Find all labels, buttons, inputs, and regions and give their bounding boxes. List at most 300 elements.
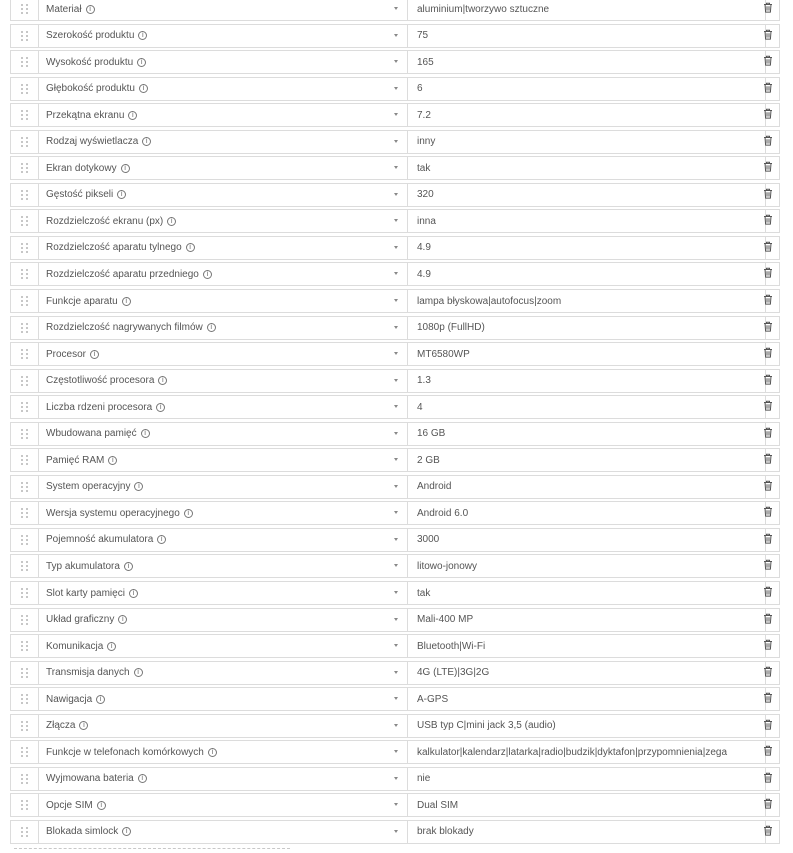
attribute-select[interactable] <box>39 555 408 577</box>
attribute-row <box>10 740 780 764</box>
attribute-label: Rodzaj wyświetlacza <box>46 136 139 148</box>
attribute-row <box>10 422 780 446</box>
caret-down-icon <box>394 166 398 169</box>
caret-down-icon <box>394 219 398 222</box>
attribute-select[interactable] <box>39 157 408 179</box>
info-icon[interactable]: i <box>107 642 116 651</box>
attribute-row <box>10 236 780 260</box>
info-icon[interactable]: i <box>121 164 130 173</box>
caret-down-icon <box>394 432 398 435</box>
attribute-label: Wyjmowana bateria <box>46 773 134 785</box>
attribute-row <box>10 289 780 313</box>
caret-down-icon <box>394 724 398 727</box>
caret-down-icon <box>394 405 398 408</box>
attribute-row <box>10 714 780 738</box>
delete-button[interactable] <box>756 317 779 339</box>
attribute-row <box>10 316 780 340</box>
attribute-select[interactable] <box>39 449 408 471</box>
delete-button[interactable] <box>756 78 779 100</box>
drag-handle-icon[interactable] <box>11 263 39 285</box>
attribute-label: Pamięć RAM <box>46 454 105 466</box>
caret-down-icon <box>394 352 398 355</box>
drag-handle-icon[interactable] <box>11 131 39 153</box>
attribute-value: 6 <box>417 83 423 95</box>
attribute-value: 320 <box>417 189 434 201</box>
attribute-select[interactable] <box>39 423 408 445</box>
delete-button[interactable] <box>756 131 779 153</box>
trash-icon <box>763 531 773 549</box>
attribute-select[interactable] <box>39 529 408 551</box>
delete-button[interactable] <box>756 290 779 312</box>
trash-icon <box>763 159 773 177</box>
attribute-select[interactable] <box>39 237 408 259</box>
delete-button[interactable] <box>756 0 779 20</box>
attribute-label: Złącza <box>46 720 76 732</box>
caret-down-icon <box>394 803 398 806</box>
info-icon[interactable]: i <box>96 695 105 704</box>
trash-icon <box>763 743 773 761</box>
attribute-row <box>10 103 780 127</box>
trash-icon <box>763 345 773 363</box>
attribute-select[interactable] <box>39 263 408 285</box>
drag-handle-icon[interactable] <box>11 317 39 339</box>
attribute-value-field[interactable] <box>408 423 766 445</box>
attribute-value: inny <box>417 136 436 148</box>
attribute-value: 165 <box>417 56 434 68</box>
attribute-value: 4 <box>417 401 423 413</box>
delete-button[interactable] <box>756 609 779 631</box>
trash-icon <box>763 796 773 814</box>
attribute-value: 4.9 <box>417 268 431 280</box>
trash-icon <box>763 584 773 602</box>
attribute-row <box>10 820 780 844</box>
info-icon[interactable]: i <box>79 721 88 730</box>
caret-down-icon <box>394 830 398 833</box>
attribute-label: Rozdzielczość ekranu (px) <box>46 215 164 227</box>
attribute-value-field[interactable] <box>408 396 766 418</box>
attribute-select[interactable] <box>39 0 408 20</box>
attribute-row <box>10 369 780 393</box>
info-icon[interactable]: i <box>97 801 106 810</box>
attribute-label: Procesor <box>46 348 87 360</box>
drag-handle-icon[interactable] <box>11 741 39 763</box>
delete-button[interactable] <box>756 51 779 73</box>
attribute-row <box>10 475 780 499</box>
attribute-row <box>10 767 780 791</box>
caret-down-icon <box>394 193 398 196</box>
drag-handle-icon[interactable] <box>11 609 39 631</box>
attribute-value-field[interactable] <box>408 662 766 684</box>
trash-icon <box>763 212 773 230</box>
attribute-value-field[interactable] <box>408 476 766 498</box>
attribute-row <box>10 634 780 658</box>
attribute-row <box>10 501 780 525</box>
attribute-label: Slot karty pamięci <box>46 587 125 599</box>
delete-button[interactable] <box>756 396 779 418</box>
info-icon[interactable]: i <box>137 58 146 67</box>
info-icon[interactable]: i <box>184 509 193 518</box>
attribute-value-field[interactable] <box>408 768 766 790</box>
delete-button[interactable] <box>756 210 779 232</box>
delete-button[interactable] <box>756 529 779 551</box>
attribute-label: Typ akumulatora <box>46 560 120 572</box>
attribute-label: Gęstość pikseli <box>46 189 114 201</box>
trash-icon <box>763 133 773 151</box>
info-icon[interactable]: i <box>118 615 127 624</box>
drag-handle-icon[interactable] <box>11 237 39 259</box>
attribute-select[interactable] <box>39 25 408 47</box>
info-icon[interactable]: i <box>142 137 151 146</box>
caret-down-icon <box>394 511 398 514</box>
drag-handle-icon[interactable] <box>11 104 39 126</box>
attribute-label: Szerokość produktu <box>46 30 135 42</box>
info-icon[interactable]: i <box>167 217 176 226</box>
trash-icon <box>763 717 773 735</box>
trash-icon <box>763 80 773 98</box>
attribute-select[interactable] <box>39 715 408 737</box>
caret-down-icon <box>394 750 398 753</box>
drag-handle-icon[interactable] <box>11 343 39 365</box>
info-icon[interactable]: i <box>138 774 147 783</box>
trash-icon <box>763 398 773 416</box>
caret-down-icon <box>394 777 398 780</box>
info-icon[interactable]: i <box>117 190 126 199</box>
drag-handle-icon[interactable] <box>11 794 39 816</box>
attribute-row <box>10 183 780 207</box>
info-icon[interactable]: i <box>208 748 217 757</box>
attribute-label: System operacyjny <box>46 481 131 493</box>
attribute-value-field[interactable] <box>408 237 766 259</box>
caret-down-icon <box>394 564 398 567</box>
attribute-value-field[interactable] <box>408 317 766 339</box>
attribute-value: Android <box>417 481 452 493</box>
attribute-label: Opcje SIM <box>46 799 93 811</box>
attribute-row <box>10 687 780 711</box>
attribute-list <box>10 0 780 847</box>
caret-down-icon <box>394 485 398 488</box>
drag-handle-icon[interactable] <box>11 210 39 232</box>
delete-button[interactable] <box>756 25 779 47</box>
drag-handle-icon[interactable] <box>11 157 39 179</box>
drag-handle-icon[interactable] <box>11 662 39 684</box>
delete-button[interactable] <box>756 157 779 179</box>
attribute-label: Blokada simlock <box>46 826 119 838</box>
attribute-select[interactable] <box>39 396 408 418</box>
drag-handle-icon[interactable] <box>11 449 39 471</box>
attribute-select[interactable] <box>39 476 408 498</box>
attribute-row <box>10 661 780 685</box>
info-icon[interactable]: i <box>207 323 216 332</box>
drag-handle-icon[interactable] <box>11 635 39 657</box>
trash-icon <box>763 425 773 443</box>
drag-handle-icon[interactable] <box>11 768 39 790</box>
attribute-row <box>10 77 780 101</box>
attribute-value-field[interactable] <box>408 582 766 604</box>
delete-button[interactable] <box>756 768 779 790</box>
caret-down-icon <box>394 34 398 37</box>
info-icon[interactable]: i <box>158 376 167 385</box>
delete-button[interactable] <box>756 343 779 365</box>
attribute-select[interactable] <box>39 104 408 126</box>
delete-button[interactable] <box>756 688 779 710</box>
caret-down-icon <box>394 299 398 302</box>
trash-icon <box>763 451 773 469</box>
drag-handle-icon[interactable] <box>11 25 39 47</box>
trash-icon <box>763 53 773 71</box>
info-icon[interactable]: i <box>138 31 147 40</box>
info-icon[interactable]: i <box>122 827 131 836</box>
attribute-value-field[interactable] <box>408 715 766 737</box>
info-icon[interactable]: i <box>134 482 143 491</box>
attribute-select[interactable] <box>39 582 408 604</box>
attribute-select[interactable] <box>39 635 408 657</box>
attribute-select[interactable] <box>39 370 408 392</box>
attribute-value-field[interactable] <box>408 290 766 312</box>
attribute-select[interactable] <box>39 609 408 631</box>
delete-button[interactable] <box>756 794 779 816</box>
attribute-select[interactable] <box>39 317 408 339</box>
attribute-row <box>10 342 780 366</box>
delete-button[interactable] <box>756 502 779 524</box>
info-icon[interactable]: i <box>90 350 99 359</box>
attribute-value: tak <box>417 587 431 599</box>
attribute-value-field[interactable] <box>408 343 766 365</box>
attribute-value-field[interactable] <box>408 104 766 126</box>
attribute-label: Głębokość produktu <box>46 83 135 95</box>
trash-icon <box>763 0 773 18</box>
attribute-value: 16 GB <box>417 428 446 440</box>
delete-button[interactable] <box>756 715 779 737</box>
drag-handle-icon[interactable] <box>11 184 39 206</box>
attribute-value-field[interactable] <box>408 449 766 471</box>
attribute-value: A-GPS <box>417 693 449 705</box>
trash-icon <box>763 27 773 45</box>
trash-icon <box>763 611 773 629</box>
drag-handle-icon[interactable] <box>11 290 39 312</box>
attribute-value: 1080p (FullHD) <box>417 322 485 334</box>
caret-down-icon <box>394 60 398 63</box>
attribute-row <box>10 528 780 552</box>
info-icon[interactable]: i <box>129 589 138 598</box>
drag-handle-icon[interactable] <box>11 78 39 100</box>
attribute-label: Nawigacja <box>46 693 93 705</box>
attribute-value: MT6580WP <box>417 348 470 360</box>
drag-handle-icon[interactable] <box>11 51 39 73</box>
drag-handle-icon[interactable] <box>11 529 39 551</box>
info-icon[interactable]: i <box>156 403 165 412</box>
attribute-label: Rozdzielczość nagrywanych filmów <box>46 322 203 334</box>
trash-icon <box>763 186 773 204</box>
attribute-value-field[interactable] <box>408 529 766 551</box>
attribute-value-field[interactable] <box>408 0 766 20</box>
delete-button[interactable] <box>756 662 779 684</box>
attribute-value: Android 6.0 <box>417 507 469 519</box>
drag-handle-icon[interactable] <box>11 476 39 498</box>
attribute-label: Transmisja danych <box>46 667 130 679</box>
add-row-placeholder[interactable] <box>14 848 290 851</box>
delete-button[interactable] <box>756 582 779 604</box>
attribute-label: Ekran dotykowy <box>46 162 117 174</box>
attribute-value-field[interactable] <box>408 502 766 524</box>
attribute-label: Materiał <box>46 3 82 15</box>
delete-button[interactable] <box>756 237 779 259</box>
info-icon[interactable]: i <box>139 84 148 93</box>
delete-button[interactable] <box>756 184 779 206</box>
attribute-select[interactable] <box>39 741 408 763</box>
drag-handle-icon[interactable] <box>11 502 39 524</box>
info-icon[interactable]: i <box>157 535 166 544</box>
attribute-select[interactable] <box>39 662 408 684</box>
info-icon[interactable]: i <box>86 5 95 14</box>
caret-down-icon <box>394 671 398 674</box>
attribute-value-field[interactable] <box>408 184 766 206</box>
attribute-label: Przekątna ekranu <box>46 109 125 121</box>
attribute-label: Wbudowana pamięć <box>46 428 137 440</box>
attribute-select[interactable] <box>39 688 408 710</box>
attribute-value-field[interactable] <box>408 821 766 843</box>
delete-button[interactable] <box>756 104 779 126</box>
attribute-value-field[interactable] <box>408 263 766 285</box>
drag-handle-icon[interactable] <box>11 582 39 604</box>
drag-handle-icon[interactable] <box>11 370 39 392</box>
trash-icon <box>763 664 773 682</box>
attribute-row <box>10 395 780 419</box>
drag-handle-icon[interactable] <box>11 423 39 445</box>
attribute-select[interactable] <box>39 290 408 312</box>
attribute-value-field[interactable] <box>408 741 766 763</box>
attribute-label: Rozdzielczość aparatu tylnego <box>46 242 182 254</box>
attribute-row <box>10 24 780 48</box>
drag-handle-icon[interactable] <box>11 555 39 577</box>
attribute-select[interactable] <box>39 821 408 843</box>
attribute-value: inna <box>417 215 436 227</box>
attribute-value: nie <box>417 773 431 785</box>
info-icon[interactable]: i <box>203 270 212 279</box>
info-icon[interactable]: i <box>108 456 117 465</box>
attribute-select[interactable] <box>39 51 408 73</box>
info-icon[interactable]: i <box>124 562 133 571</box>
info-icon[interactable]: i <box>186 243 195 252</box>
attribute-select[interactable] <box>39 131 408 153</box>
drag-handle-icon[interactable] <box>11 821 39 843</box>
caret-down-icon <box>394 458 398 461</box>
attribute-row <box>10 581 780 605</box>
attribute-value-field[interactable] <box>408 157 766 179</box>
attribute-label: Komunikacja <box>46 640 104 652</box>
attribute-select[interactable] <box>39 768 408 790</box>
attribute-value-field[interactable] <box>408 131 766 153</box>
attribute-value: Mali-400 MP <box>417 614 474 626</box>
attribute-value-field[interactable] <box>408 635 766 657</box>
attribute-value-field[interactable] <box>408 25 766 47</box>
attribute-value: 4.9 <box>417 242 431 254</box>
attribute-label: Pojemność akumulatora <box>46 534 154 546</box>
caret-down-icon <box>394 7 398 10</box>
attribute-value-field[interactable] <box>408 688 766 710</box>
delete-button[interactable] <box>756 370 779 392</box>
attribute-row <box>10 554 780 578</box>
drag-handle-icon[interactable] <box>11 0 39 20</box>
delete-button[interactable] <box>756 263 779 285</box>
attribute-select[interactable] <box>39 210 408 232</box>
attribute-label: Funkcje aparatu <box>46 295 118 307</box>
trash-icon <box>763 239 773 257</box>
delete-button[interactable] <box>756 555 779 577</box>
delete-button[interactable] <box>756 741 779 763</box>
drag-handle-icon[interactable] <box>11 396 39 418</box>
delete-button[interactable] <box>756 821 779 843</box>
info-icon[interactable]: i <box>141 429 150 438</box>
caret-down-icon <box>394 272 398 275</box>
attribute-select[interactable] <box>39 794 408 816</box>
attribute-label: Wysokość produktu <box>46 56 134 68</box>
trash-icon <box>763 504 773 522</box>
trash-icon <box>763 478 773 496</box>
trash-icon <box>763 319 773 337</box>
info-icon[interactable]: i <box>122 297 131 306</box>
trash-icon <box>763 690 773 708</box>
attribute-value: 7.2 <box>417 109 431 121</box>
attribute-value: 1.3 <box>417 375 431 387</box>
attribute-value-field[interactable] <box>408 370 766 392</box>
drag-handle-icon[interactable] <box>11 715 39 737</box>
trash-icon <box>763 265 773 283</box>
delete-button[interactable] <box>756 449 779 471</box>
attribute-value: aluminium|tworzywo sztuczne <box>417 3 550 15</box>
attribute-label: Układ graficzny <box>46 614 115 626</box>
info-icon[interactable]: i <box>128 111 137 120</box>
attribute-value: lampa błyskowa|autofocus|zoom <box>417 295 562 307</box>
caret-down-icon <box>394 140 398 143</box>
attribute-label: Liczba rdzeni procesora <box>46 401 153 413</box>
caret-down-icon <box>394 246 398 249</box>
attribute-label: Funkcje w telefonach komórkowych <box>46 746 204 758</box>
attribute-row <box>10 448 780 472</box>
trash-icon <box>763 557 773 575</box>
trash-icon <box>763 106 773 124</box>
attribute-value: tak <box>417 162 431 174</box>
attribute-value-field[interactable] <box>408 609 766 631</box>
caret-down-icon <box>394 326 398 329</box>
attribute-value-field[interactable] <box>408 51 766 73</box>
caret-down-icon <box>394 618 398 621</box>
attribute-value-field[interactable] <box>408 78 766 100</box>
attribute-label: Wersja systemu operacyjnego <box>46 507 180 519</box>
info-icon[interactable]: i <box>134 668 143 677</box>
attribute-value-field[interactable] <box>408 210 766 232</box>
attribute-value-field[interactable] <box>408 555 766 577</box>
delete-button[interactable] <box>756 476 779 498</box>
attribute-select[interactable] <box>39 184 408 206</box>
attribute-select[interactable] <box>39 78 408 100</box>
attribute-value: kalkulator|kalendarz|latarka|radio|budzik|dyktafon|przypomnienia|zega <box>417 746 728 758</box>
attribute-row <box>10 156 780 180</box>
trash-icon <box>763 770 773 788</box>
delete-button[interactable] <box>756 635 779 657</box>
caret-down-icon <box>394 379 398 382</box>
attribute-value: USB typ C|mini jack 3,5 (audio) <box>417 720 556 732</box>
drag-handle-icon[interactable] <box>11 688 39 710</box>
attribute-select[interactable] <box>39 343 408 365</box>
trash-icon <box>763 823 773 841</box>
attribute-row <box>10 793 780 817</box>
attribute-select[interactable] <box>39 502 408 524</box>
delete-button[interactable] <box>756 423 779 445</box>
attribute-row <box>10 608 780 632</box>
attribute-row <box>10 262 780 286</box>
trash-icon <box>763 292 773 310</box>
attribute-value-field[interactable] <box>408 794 766 816</box>
